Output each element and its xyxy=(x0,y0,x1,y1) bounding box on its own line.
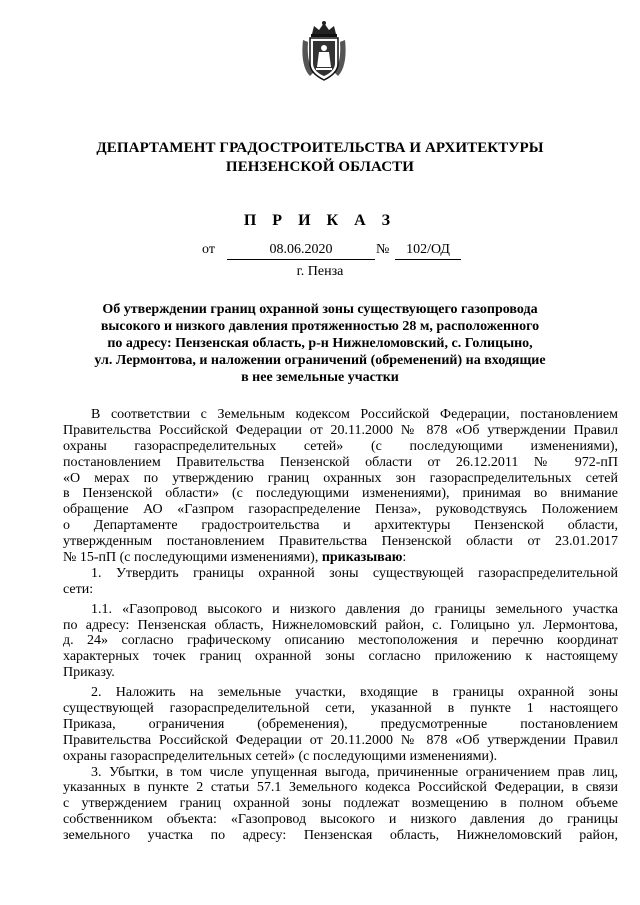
order-date: 08.06.2020 xyxy=(227,242,375,260)
body-line xyxy=(63,550,618,566)
body-line: характерных точек границ охранной зоны согласно приложению к настоящему xyxy=(63,649,618,665)
order-subject xyxy=(70,301,570,386)
number-prefix: № xyxy=(376,242,390,257)
body-line: 1. Утвердить границы охранной зоны существующей газораспределительной xyxy=(91,565,618,581)
department-title-line2: ПЕНЗЕНСКОЙ ОБЛАСТИ xyxy=(225,159,415,175)
body-line: «О мерах по утверждению границ охранных зон газораспределительных сетей xyxy=(63,470,618,486)
body-line: Правительства Российской Федерации от 20.11.2000 № 878 «Об утверждении Правил xyxy=(63,422,618,438)
body-line: обращение АО «Газпром газораспределение Пенза», руководствуясь Положением xyxy=(63,502,618,518)
body-line: земельного участка по адресу: Пензенская область, Нижнеломовский район, xyxy=(63,828,618,844)
body-line: 1.1. «Газопровод высокого и низкого давления до границы земельного участка xyxy=(91,601,618,617)
item-1 xyxy=(63,566,618,598)
document-type-heading: П Р И К А З xyxy=(243,212,397,229)
body-line: Приказу. xyxy=(63,665,115,681)
subject-line: высокого и низкого давления протяженностью 28 м, расположенного xyxy=(100,319,540,334)
order-word: приказываю xyxy=(321,550,403,566)
body-line: 3. Убытки, в том числе упущенная выгода, причиненные ограничением прав лиц, xyxy=(91,764,618,780)
date-number-line xyxy=(0,241,640,263)
preamble-paragraph xyxy=(63,407,618,566)
body-line: охраны газораспределительных сетей» (с последующими изменениями), xyxy=(63,438,618,454)
department-title-line1: ДЕПАРТАМЕНТ ГРАДОСТРОИТЕЛЬСТВА И АРХИТЕКТУРЫ xyxy=(96,140,544,156)
body-line: по адресу: Пензенская область, Нижнеломовский район, с. Голицыно ул. Лермонтова, xyxy=(63,617,618,633)
preamble-tail: № 15-пП (с последующими изменениями), xyxy=(63,550,322,566)
body-line: охраны газораспределительных сетей» (с последующими изменениями). xyxy=(63,748,498,764)
item-2 xyxy=(63,685,618,764)
body-line: существующей газораспределительной сети, указанной в пункте 1 настоящего xyxy=(63,701,618,717)
body-line: постановлением Правительства Пензенской области от 26.12.2011 № 972-пП xyxy=(63,454,618,470)
body-line: 2. Наложить на земельные участки, входящие в границы охранной зоны xyxy=(91,685,618,701)
subject-line: ул. Лермонтова, и наложении ограничений (обременений) на входящие xyxy=(94,353,546,368)
item-1-1 xyxy=(63,602,618,681)
body-line: утвержденным постановлением Правительства Пензенской области от 23.01.2017 xyxy=(63,534,618,550)
body-line: в Пензенской области» (с последующими изменениями), принимая во внимание xyxy=(63,486,618,502)
body-line: собственником объекта: «Газопровод высокого и низкого давления до границы xyxy=(63,812,618,828)
body-line: Правительства Российской Федерации от 20.11.2000 № 878 «Об утверждении Правил xyxy=(63,732,618,748)
penza-region-coat-of-arms-icon xyxy=(300,20,348,82)
date-prefix: от xyxy=(202,242,215,257)
body-line: В соответствии с Земельным кодексом Российской Федерации, постановлением xyxy=(91,407,618,422)
subject-line: Об утверждении границ охранной зоны существующего газопровода xyxy=(102,302,538,317)
subject-line: по адресу: Пензенская область, р-н Нижнеломовский, с. Голицыно, xyxy=(107,336,533,351)
subject-line: в нее земельные участки xyxy=(241,370,399,385)
order-colon: : xyxy=(402,550,407,566)
body-line: сети: xyxy=(63,581,94,597)
city-line: г. Пенза xyxy=(296,264,344,279)
order-number: 102/ОД xyxy=(395,242,461,260)
body-line: д. 24» согласно графическому описанию местоположения и перечню координат xyxy=(63,633,618,649)
body-line: с утверждением границ охранной зоны подлежат возмещению в полном объеме xyxy=(63,796,618,812)
body-line: о Департаменте градостроительства и архитектуры Пензенской области, xyxy=(63,518,618,534)
item-3 xyxy=(63,765,618,844)
body-line: указанных в пункте 2 статьи 57.1 Земельного кодекса Российской Федерации, в связи xyxy=(63,780,618,796)
order-body xyxy=(63,407,618,844)
body-line: Приказа, ограничения (обременения), предусмотренные постановлением xyxy=(63,716,618,732)
